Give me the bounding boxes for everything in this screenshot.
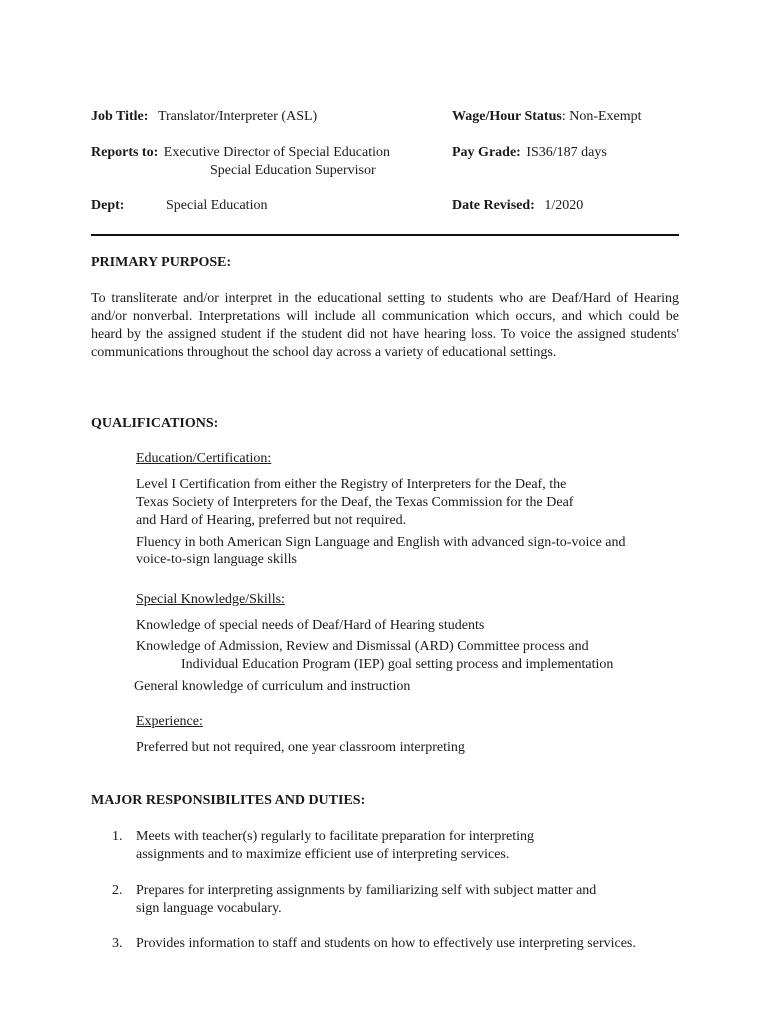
primary-purpose-text: To transliterate and/or interpret in the educational setting to students who are Deaf/Hard of Hearing and/or nonverbal. Interpretations will include all communication which occurs, and which could be heard by the assigned student if the student did not have hearing loss. To voice the assigned students' communications throughout the school day across a variety of educational settings. — [91, 291, 679, 360]
reports-to-label: Reports to: — [91, 145, 159, 160]
wage-status-value: : Non-Exempt — [561, 109, 642, 124]
job-title-row — [91, 108, 317, 126]
date-revised-value: 1/2020 — [544, 198, 584, 213]
skills-line: Knowledge of special needs of Deaf/Hard of Hearing students — [136, 618, 485, 633]
dept-value: Special Education — [166, 198, 268, 213]
skills-line: Knowledge of Admission, Review and Dismissal (ARD) Committee process and — [136, 639, 589, 654]
date-revised-row — [452, 197, 583, 215]
duty-text: Prepares for interpreting assignments by familiarizing self with subject matter and — [136, 883, 597, 898]
pay-grade-value: IS36/187 days — [526, 145, 607, 160]
skills-line: Individual Education Program (IEP) goal setting process and implementation — [181, 657, 614, 672]
primary-purpose-heading: PRIMARY PURPOSE: — [91, 255, 232, 270]
experience-text: Preferred but not required, one year classroom interpreting — [136, 740, 465, 755]
date-revised-label: Date Revised: — [452, 198, 535, 213]
duty-text: Provides information to staff and students on how to effectively use interpreting services. — [136, 936, 636, 951]
education-line: Fluency in both American Sign Language and English with advanced sign-to-voice and — [136, 535, 626, 550]
duty-text: assignments and to maximize efficient use of interpreting services. — [136, 847, 510, 862]
dept-label: Dept: — [91, 198, 125, 213]
duty-number: 3. — [112, 936, 123, 951]
experience-heading: Experience: — [136, 714, 203, 729]
duty-text: Meets with teacher(s) regularly to facilitate preparation for interpreting — [136, 829, 535, 844]
reports-to-value-2: Special Education Supervisor — [210, 163, 376, 178]
education-line: voice-to-sign language skills — [136, 552, 297, 567]
header-divider — [91, 234, 679, 236]
duties-heading: MAJOR RESPONSIBILITES AND DUTIES: — [91, 793, 366, 808]
reports-to-value: Executive Director of Special Education — [163, 145, 391, 160]
education-heading: Education/Certification: — [136, 451, 272, 466]
job-title-label: Job Title: — [91, 109, 149, 124]
pay-grade-row — [452, 144, 607, 162]
duty-text: sign language vocabulary. — [136, 901, 282, 916]
duty-number: 2. — [112, 883, 123, 898]
qualifications-heading: QUALIFICATIONS: — [91, 416, 219, 431]
pay-grade-label: Pay Grade: — [452, 145, 521, 160]
wage-status-label: Wage/Hour Status — [452, 109, 562, 124]
education-line: and Hard of Hearing, preferred but not required. — [136, 513, 407, 528]
dept-row — [91, 197, 124, 215]
education-line: Level I Certification from either the Registry of Interpreters for the Deaf, the — [136, 477, 567, 492]
skills-line: General knowledge of curriculum and instruction — [134, 679, 411, 694]
job-title-value: Translator/Interpreter (ASL) — [157, 109, 318, 124]
duty-number: 1. — [112, 829, 123, 844]
reports-to-row — [91, 144, 390, 162]
skills-heading: Special Knowledge/Skills: — [136, 592, 285, 607]
education-line: Texas Society of Interpreters for the Deaf, the Texas Commission for the Deaf — [136, 495, 574, 510]
wage-status-row — [452, 108, 642, 126]
